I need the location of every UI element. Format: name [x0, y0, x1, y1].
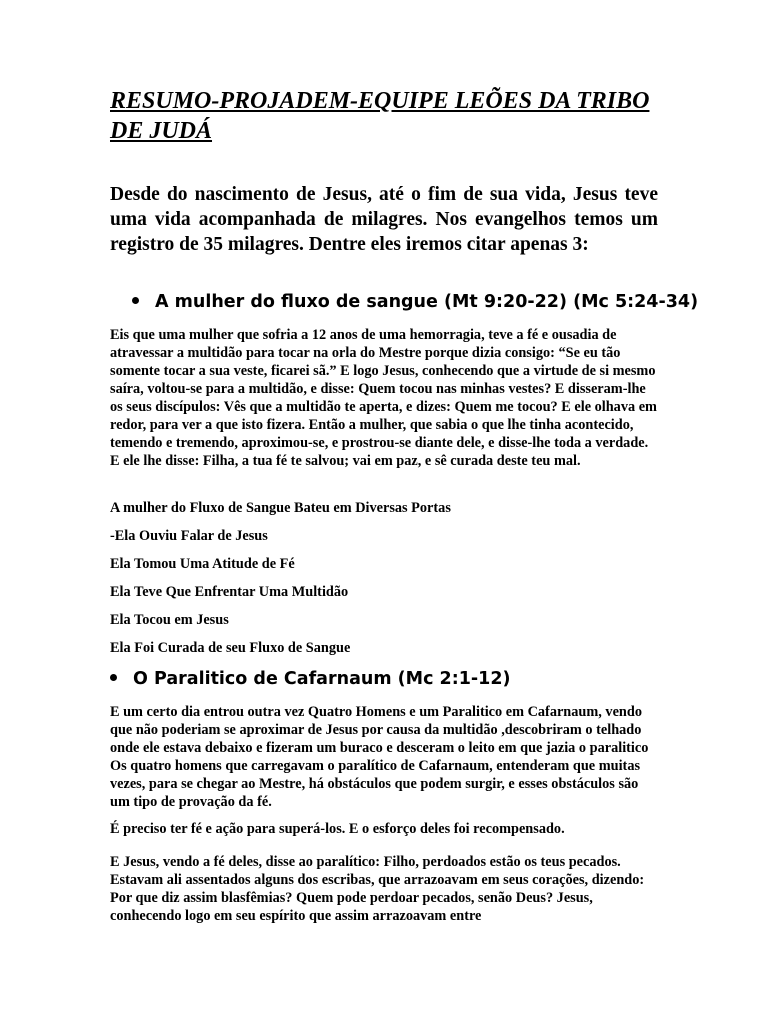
section1-line-1: A mulher do Fluxo de Sangue Bateu em Diversas Portas: [110, 500, 451, 516]
bullet-icon: [132, 297, 139, 304]
bullet-icon: [110, 674, 117, 681]
section1-line-6: Ela Foi Curada de seu Fluxo de Sangue: [110, 640, 351, 656]
section2-paragraph-2: É preciso ter fé e ação para superá-los. E o esforço deles foi recompensado.: [110, 821, 565, 837]
section1-heading: [132, 290, 699, 314]
document-title: RESUMO-PROJADEM-EQUIPE LEÕES DA TRIBO DE JUDÁ: [110, 88, 650, 144]
section1-line-5: Ela Tocou em Jesus: [110, 612, 229, 628]
section1-paragraph: Eis que uma mulher que sofria a 12 anos de uma hemorragia, teve a fé e ousadia de atravessar a multidão para tocar na orla do Mestre porque dizia consigo: “Se eu tão somente tocar a sua veste, ficarei sã.” E logo Jesus, conhecendo que a virtude de si mesmo saíra, voltou-se para a multidão, e disse: Quem tocou nas minhas vestes? E disseram-lhe os seus discípulos: Vês que a multidão te aperta, e dizes: Quem me tocou? E ele olhava em redor, para ver a que isto fizera. Então a mulher, que sabia o que lhe tinha acontecido, temendo e tremendo, aproximou-se, e prostrou-se diante dele, e disse-lhe toda a verdade. E ele lhe disse: Filha, a tua fé te salvou; vai em paz, e sê curada deste teu mal.: [110, 327, 657, 469]
section1-heading-text: A mulher do fluxo de sangue (Mt 9:20-22) (Mc 5:24-34): [155, 292, 699, 312]
intro-paragraph: Desde do nascimento de Jesus, até o fim de sua vida, Jesus teve uma vida acompanhada de milagres. Nos evangelhos temos um registro de 35 milagres. Dentre eles iremos citar apenas 3:: [110, 184, 658, 255]
section1-line-4: Ela Teve Que Enfrentar Uma Multidão: [110, 584, 349, 600]
section2-heading-text: O Paralitico de Cafarnaum (Mc 2:1-12): [133, 669, 511, 689]
section2-paragraph-1: E um certo dia entrou outra vez Quatro Homens e um Paralitico em Cafarnaum, vendo que não poderiam se aproximar de Jesus por causa da multidão ,descobriram o telhado onde ele estava debaixo e fizeram um buraco e desceram o leito em que jazia o paralitico Os quatro homens que carregavam o paralítico de Cafarnaum, entenderam que muitas vezes, para se chegar ao Mestre, há obstáculos que podem surgir, e esses obstáculos são um tipo de provação da fé.: [110, 704, 649, 810]
section1-line-2: -Ela Ouviu Falar de Jesus: [110, 528, 268, 544]
section2-heading: [110, 667, 670, 691]
section2-paragraph-3: E Jesus, vendo a fé deles, disse ao paralítico: Filho, perdoados estão os teus pecados. Estavam ali assentados alguns dos escribas, que arrazoavam em seus corações, dizendo: Por que diz assim blasfêmias? Quem pode perdoar pecados, senão Deus? Jesus, conhecendo logo em seu espírito que assim arrazoavam entre: [110, 854, 645, 924]
section1-line-3: Ela Tomou Uma Atitude de Fé: [110, 556, 295, 572]
